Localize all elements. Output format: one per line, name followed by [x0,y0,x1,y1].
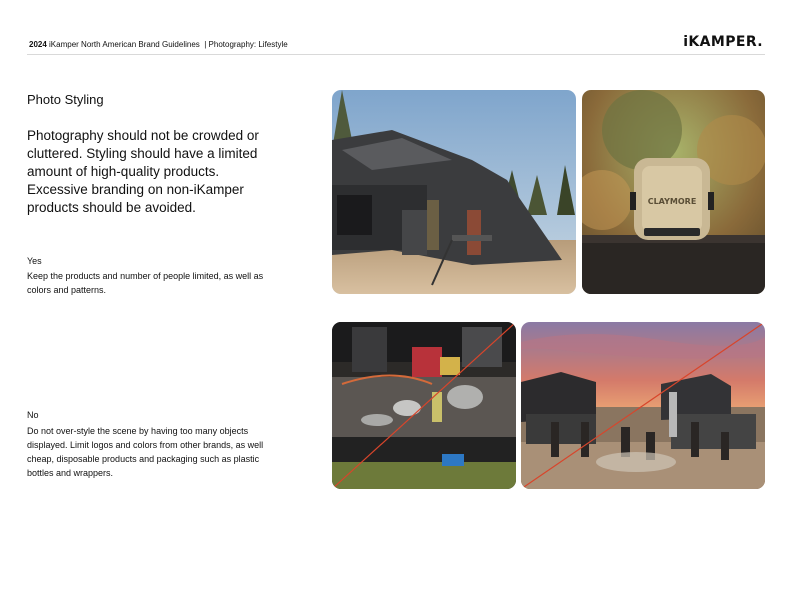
intro-paragraph: Photography should not be crowded or cluttered. Styling should have a limited amount of high-quality products. Excessive branding on non-iKamper products should be avoided. [27,128,259,215]
ikamper-logo: iKAMPER. [683,34,763,50]
page-header [27,34,765,55]
header-section: | Photography: Lifestyle [204,40,288,49]
yes-note: Keep the products and number of people limited, as well as colors and patterns. [27,271,264,295]
no-note: Do not over-style the scene by having too many objects displayed. Limit logos and colors from other brands, as well cheap, disposable products and packaging such as plastic bottles and wrappers. [27,426,264,478]
no-label: No [27,410,39,420]
product-brand-text: CLAYMORE [647,197,697,206]
tailgate-clutter-photo [332,322,516,489]
header-year: 2024 [29,40,47,49]
header-doc-title: iKamper North American Brand Guidelines [49,40,200,49]
section-title: Photo Styling [27,92,104,107]
product-closeup-photo [582,90,765,294]
header-title [29,40,288,49]
camp-tent-photo [332,90,576,294]
sunset-crowd-photo [521,322,765,489]
yes-label: Yes [27,256,42,266]
